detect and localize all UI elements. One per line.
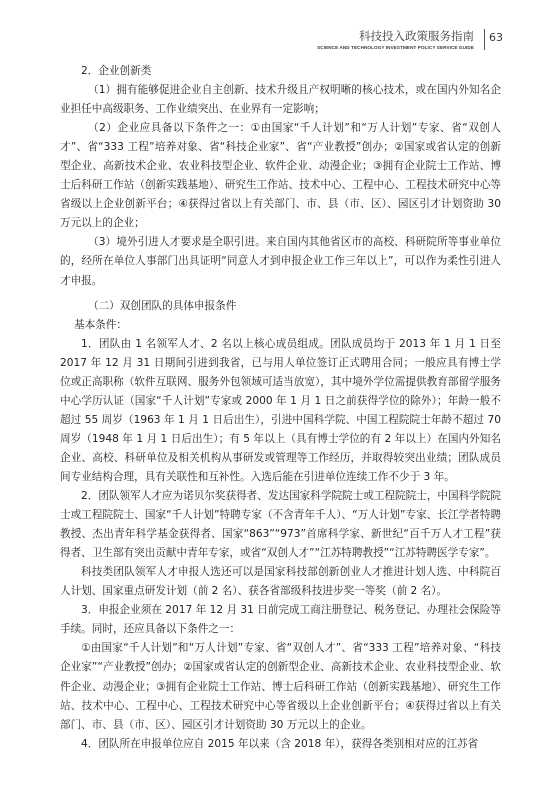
document-body [60, 62, 501, 754]
guide-subtitle: SCIENCE AND TECHNOLOGY INVESTMENT POLICY SERVICE GUIDE [317, 45, 474, 50]
subheading: 基本条件： [74, 318, 127, 331]
paragraph: （1）拥有能够促进企业自主创新、技术升级且产权明晰的核心技术，或在国内外知名企业担任中高级职务、工作业绩突出、在业界有一定影响； [60, 84, 501, 116]
paragraph: 4．团队所在申报单位应自 2015 年以来（含 2018 年），获得各类别相对应的江苏省 [81, 737, 479, 750]
paragraph: ①由国家“千人计划”和“万人计划”专家、省“双创人才”、省“333 工程”培养对象、“科技企业家”“产业教授”创办；②国家或省认定的创新型企业、高新技术企业、农业科技型企业、软件企业、动漫企业；③拥有企业院士工作站、博士后科研工作站（创新实践基地）、研究生工作站、技术中心、工程中心、工程技术研究中心等省级以上企业创新平台；④获得过省以上有关部门、市、县（市、区）、园区引才计划资助 30 万元以上的企业。 [60, 642, 501, 731]
paragraph: 3．申报企业须在 2017 年 12 月 31 日前完成工商注册登记、税务登记、办理社会保险等手续。同时，还应具备以下条件之一： [60, 604, 501, 636]
header-divider [484, 29, 485, 50]
section-heading: （二）双创团队的具体申报条件 [88, 299, 237, 312]
paragraph: （3）境外引进人才要求是全职引进。来自国内其他省区市的高校、科研院所等事业单位的，经所在单位人事部门出具证明“同意人才到申报企业工作三年以上”，可以作为柔性引进人才申报。 [60, 236, 501, 287]
page-number: 63 [489, 31, 503, 44]
paragraph: 1．团队由 1 名领军人才、2 名以上核心成员组成。团队成员均于 2013 年 1 月 1 日至 2017 年 12 月 31 日期间引进到我省，已与用人单位签订正式聘用合同；一般应具有博士学位或正高职称（软件互联网、服务外包领域可适当放宽），其中境外学位需提供教育部留学服务中心学历认证（国家“千人计划”专家或 2000 年 1 月 1 日之前获得学位的除外）；年龄一般不超过 55 周岁（1963 年 1 月 1 日后出生），引进中国科学院、中国工程院院士年龄不超过 70 周岁（1948 年 1 月 1 日后出生）；有 5 年以上（具有博士学位的有 2 年以上）在国内外知名企业、高校、科研单位及相关机构从事研发或管理等工作经历，并取得较突出业绩；团队成员间专业结构合理，具有关联性和互补性。入选后能在引进单位连续工作不少于 3 年。 [60, 337, 501, 483]
page-header [0, 0, 536, 62]
paragraph: （2）企业应具备以下条件之一：①由国家“千人计划”和“万人计划”专家、省“双创人才”、省“333 工程”培养对象、省“科技企业家”、省“产业教授”创办；②国家或省认定的创新型企业、高新技术企业、农业科技型企业、软件企业、动漫企业；③拥有企业院士工作站、博士后科研工作站（创新实践基地）、研究生工作站、技术中心、工程中心、工程技术研究中心等省级以上企业创新平台；④获得过省以上有关部门、市、县（市、区）、园区引才计划资助 30 万元以上的企业； [60, 122, 501, 230]
section-heading: 2．企业创新类 [81, 65, 152, 77]
paragraph: 2．团队领军人才应为诺贝尔奖获得者、发达国家科学院院士或工程院院士，中国科学院院士或工程院院士、国家“千人计划”特聘专家（不含青年千人）、“万人计划”专家、长江学者特聘教授、杰出青年科学基金获得者、国家“863”“973”首席科学家、新世纪“百千万人才工程”获得者、卫生部有突出贡献中青年专家，或省“双创人才”“江苏特聘教授”“江苏特聘医学专家”。 [60, 490, 501, 560]
paragraph: 科技类团队领军人才申报人选还可以是国家科技部创新创业人才推进计划人选、中科院百人计划、国家重点研发计划（前 2 名）、获各省部级科技进步奖一等奖（前 2 名）。 [60, 566, 501, 598]
guide-title: 科技投入政策服务指南 [359, 29, 474, 43]
